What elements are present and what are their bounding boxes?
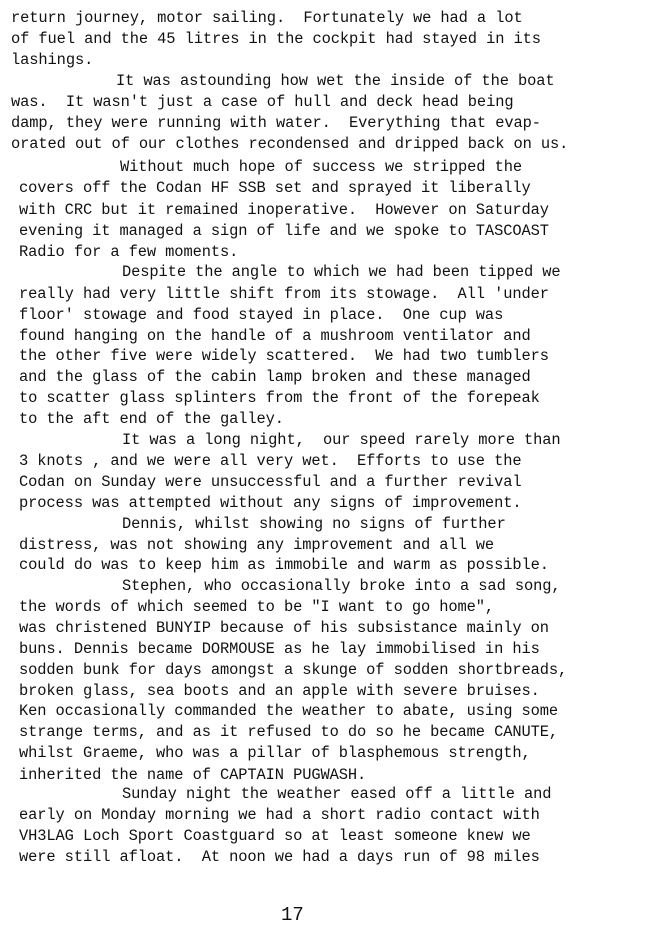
text-line: return journey, motor sailing. Fortunately we had a lot: [11, 9, 523, 27]
text-line: early on Monday morning we had a short radio contact with: [19, 806, 540, 824]
text-line: Without much hope of success we stripped the: [120, 158, 522, 176]
text-line: evening it managed a sign of life and we spoke to TASCOAST: [19, 222, 549, 240]
text-line: was christened BUNYIP because of his subsistance mainly on: [19, 619, 549, 637]
text-line: could do was to keep him as immobile and warm as possible.: [19, 556, 549, 574]
text-line: Radio for a few moments.: [19, 243, 239, 261]
page-number: 17: [281, 904, 304, 926]
text-line: of fuel and the 45 litres in the cockpit had stayed in its: [11, 30, 541, 48]
text-line: distress, was not showing any improvement and all we: [19, 536, 495, 554]
text-line: sodden bunk for days amongst a skunge of sodden shortbreads,: [19, 661, 568, 679]
text-line: really had very little shift from its stowage. All 'under: [19, 285, 549, 303]
text-line: Sunday night the weather eased off a little and: [122, 785, 552, 803]
text-line: to the aft end of the galley.: [19, 410, 284, 428]
text-line: broken glass, sea boots and an apple with severe bruises.: [19, 682, 540, 700]
text-line: Despite the angle to which we had been tipped we: [122, 263, 561, 281]
text-line: covers off the Codan HF SSB set and sprayed it liberally: [19, 179, 531, 197]
text-line: to scatter glass splinters from the front of the forepeak: [19, 389, 540, 407]
text-line: lashings.: [11, 51, 94, 69]
text-line: the words of which seemed to be "I want to go home",: [19, 598, 495, 616]
text-line: VH3LAG Loch Sport Coastguard so at least someone knew we: [19, 827, 531, 845]
text-line: 3 knots , and we were all very wet. Efforts to use the: [19, 452, 522, 470]
text-line: buns. Dennis became DORMOUSE as he lay immobilised in his: [19, 640, 540, 658]
text-line: damp, they were running with water. Everything that evap-: [11, 114, 541, 132]
text-line: was. It wasn't just a case of hull and deck head being: [11, 93, 514, 111]
text-line: inherited the name of CAPTAIN PUGWASH.: [19, 766, 367, 784]
text-line: floor' stowage and food stayed in place. One cup was: [19, 306, 504, 324]
text-line: the other five were widely scattered. We had two tumblers: [19, 347, 549, 365]
text-line: Dennis, whilst showing no signs of further: [122, 515, 506, 533]
text-line: It was astounding how wet the inside of the boat: [116, 72, 555, 90]
text-line: Codan on Sunday were unsuccessful and a further revival: [19, 473, 522, 491]
text-line: found hanging on the handle of a mushroom ventilator and: [19, 327, 531, 345]
text-line: Stephen, who occasionally broke into a sad song,: [122, 577, 561, 595]
text-line: with CRC but it remained inoperative. However on Saturday: [19, 201, 549, 219]
text-line: were still afloat. At noon we had a days run of 98 miles: [19, 848, 540, 866]
text-line: process was attempted without any signs of improvement.: [19, 494, 522, 512]
text-line: and the glass of the cabin lamp broken and these managed: [19, 368, 531, 386]
text-line: orated out of our clothes recondensed and dripped back on us.: [11, 135, 569, 153]
text-line: whilst Graeme, who was a pillar of blasphemous strength,: [19, 744, 531, 762]
text-line: Ken occasionally commanded the weather to abate, using some: [19, 702, 559, 720]
text-line: strange terms, and as it refused to do so he became CANUTE,: [19, 723, 559, 741]
text-line: It was a long night, our speed rarely more than: [122, 431, 561, 449]
